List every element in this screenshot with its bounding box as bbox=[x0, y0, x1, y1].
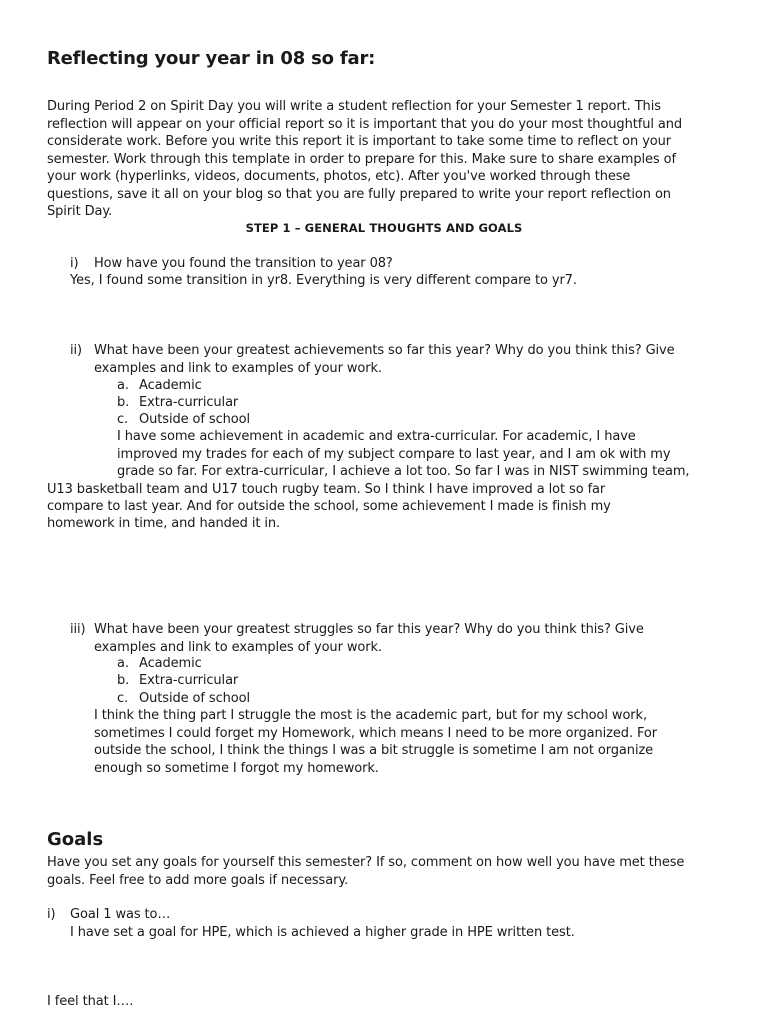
q1-question: How have you found the transition to year 08? bbox=[94, 256, 393, 271]
feel-prompt: I feel that I…. bbox=[47, 994, 134, 1009]
q3-number: iii) bbox=[70, 622, 86, 637]
q2-option-text: Academic bbox=[139, 378, 202, 393]
q3-option-text: Academic bbox=[139, 656, 202, 671]
q3-option-letter: a. bbox=[117, 656, 129, 671]
goals-intro bbox=[47, 854, 684, 889]
intro-line: Spirit Day. bbox=[47, 204, 113, 219]
q2-answer-line: I have some achievement in academic and extra-curricular. For academic, I have bbox=[117, 429, 636, 444]
step1-heading: STEP 1 – GENERAL THOUGHTS AND GOALS bbox=[245, 221, 523, 235]
intro-line: questions, save it all on your blog so that you are fully prepared to write your report reflection on bbox=[47, 186, 671, 202]
q3-question-line: What have been your greatest struggles so far this year? Why do you think this? Give bbox=[94, 622, 644, 637]
goal1-label: Goal 1 was to… bbox=[70, 907, 171, 922]
q3-answer-line: I think the thing part I struggle the most is the academic part, but for my school work, bbox=[94, 708, 648, 723]
goals-intro-line: Have you set any goals for yourself this semester? If so, comment on how well you have met these bbox=[47, 855, 685, 870]
q2-answer-line: grade so far. For extra-curricular, I achieve a lot too. So far I was in NIST swimming team, bbox=[117, 464, 690, 479]
q2-number: ii) bbox=[70, 343, 82, 358]
q3-answer-line: outside the school, I think the things I was a bit struggle is sometime I am not organize bbox=[94, 743, 654, 758]
q3-question bbox=[94, 621, 644, 656]
q3-answer-line: sometimes I could forget my Homework, which means I need to be more organized. For bbox=[94, 725, 658, 741]
q2-answer-line: homework in time, and handed it in. bbox=[47, 516, 281, 531]
q3-option-text: Extra-curricular bbox=[139, 673, 239, 688]
intro-line: reflection will appear on your official report so it is important that you do your most thoughtful and bbox=[47, 116, 683, 132]
goal1-number: i) bbox=[47, 907, 56, 922]
page-title: Reflecting your year in 08 so far: bbox=[47, 48, 376, 69]
q2-answer-line: compare to last year. And for outside the school, some achievement I made is finish my bbox=[47, 499, 611, 514]
q2-answer-line: U13 basketball team and U17 touch rugby team. So I think I have improved a lot so far bbox=[47, 482, 606, 497]
q2-option-letter: a. bbox=[117, 378, 129, 393]
q3-answer bbox=[94, 707, 657, 777]
q2-option-text: Outside of school bbox=[139, 412, 250, 427]
q2-answer-line: improved my trades for each of my subject compare to last year, and I am ok with my bbox=[117, 447, 671, 462]
q2-question bbox=[94, 342, 675, 377]
q3-question-line: examples and link to examples of your work. bbox=[94, 639, 382, 655]
q2-option-text: Extra-curricular bbox=[139, 395, 239, 410]
q2-option-letter: c. bbox=[117, 412, 129, 427]
intro-line: your work (hyperlinks, videos, documents, photos, etc). After you've worked through these bbox=[47, 169, 631, 184]
q2-option-letter: b. bbox=[117, 395, 130, 410]
q3-answer-line: enough so sometime I forgot my homework. bbox=[94, 760, 379, 776]
intro-paragraph bbox=[47, 98, 682, 221]
q3-option-letter: c. bbox=[117, 691, 129, 706]
goal1-answer: I have set a goal for HPE, which is achieved a higher grade in HPE written test. bbox=[70, 925, 575, 940]
goals-intro-line: goals. Feel free to add more goals if necessary. bbox=[47, 872, 349, 888]
goals-heading: Goals bbox=[47, 829, 104, 850]
intro-line: considerate work. Before you write this report it is important to take some time to reflect on your bbox=[47, 134, 672, 149]
intro-line: semester. Work through this template in order to prepare for this. Make sure to share examples of bbox=[47, 151, 676, 167]
q3-option-text: Outside of school bbox=[139, 691, 250, 706]
q3-option-letter: b. bbox=[117, 673, 130, 688]
q2-question-line: examples and link to examples of your work. bbox=[94, 360, 382, 376]
q2-question-line: What have been your greatest achievements so far this year? Why do you think this? Give bbox=[94, 343, 675, 358]
intro-line: During Period 2 on Spirit Day you will write a student reflection for your Semester 1 report. This bbox=[47, 99, 661, 114]
q1-number: i) bbox=[70, 256, 79, 271]
q1-answer: Yes, I found some transition in yr8. Everything is very different compare to yr7. bbox=[70, 273, 577, 288]
